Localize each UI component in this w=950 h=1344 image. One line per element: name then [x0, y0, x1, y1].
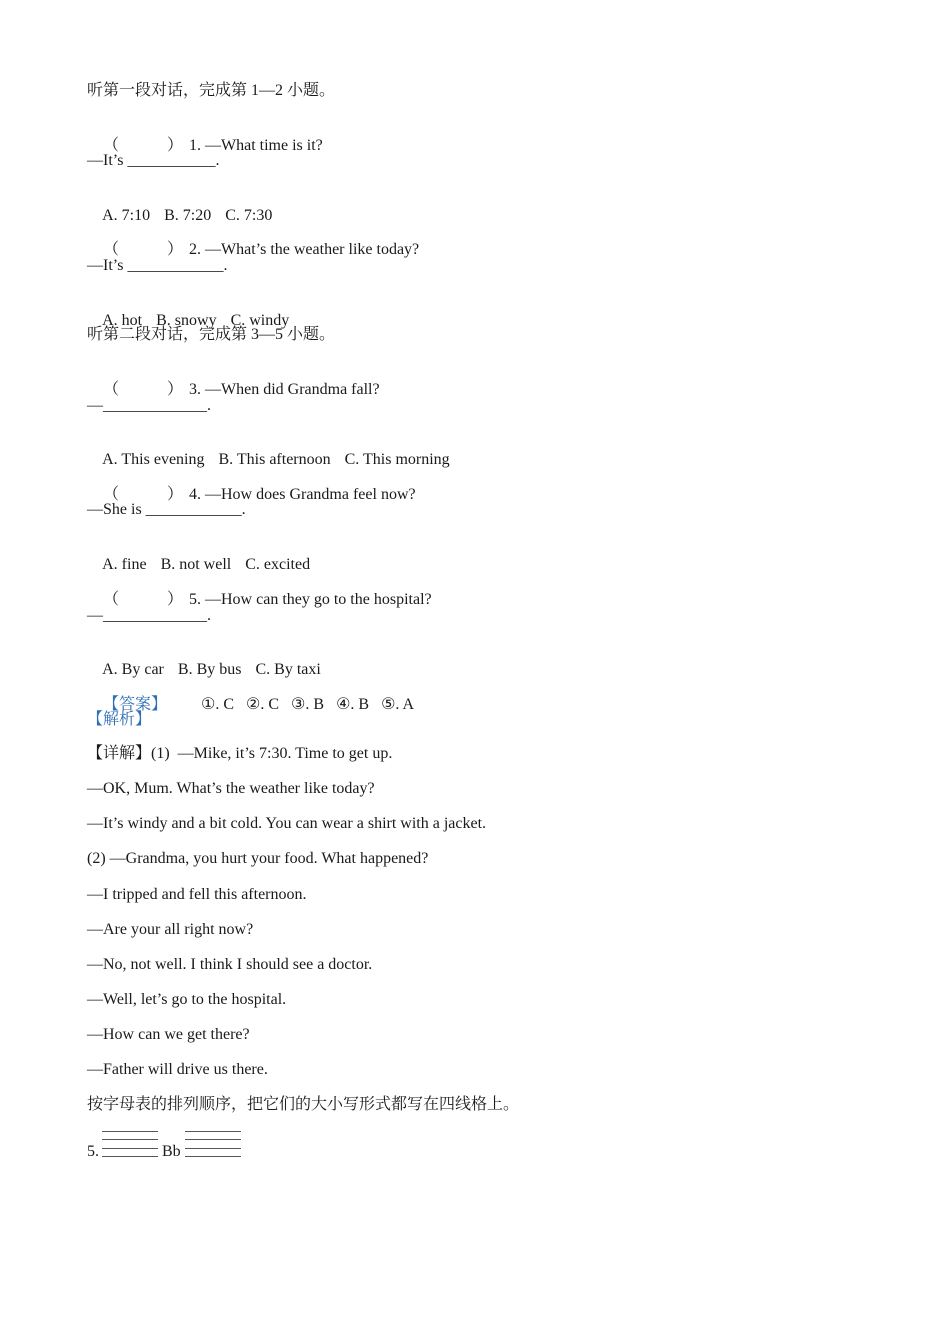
- question-prompt: 5. —How can they go to the hospital?: [189, 591, 432, 608]
- question-prompt: 2. —What’s the weather like today?: [189, 241, 420, 258]
- detail-lead: 【详解】(1) —Mike, it’s 7:30. Time to get up.: [87, 745, 393, 762]
- transcript-line: —How can we get there?: [87, 1026, 250, 1043]
- option-a: A. 7:10: [102, 207, 151, 224]
- writing-instruction: 按字母表的排列顺序，把它们的大小写形式都写在四线格上。: [87, 1096, 520, 1113]
- question-prompt: 4. —How does Grandma feel now?: [189, 486, 416, 503]
- option-a: A. This evening: [102, 451, 205, 468]
- transcript-line: —Well, let’s go to the hospital.: [87, 991, 287, 1008]
- option-b: B. By bus: [177, 661, 242, 678]
- option-a: A. By car: [102, 661, 164, 678]
- question-3-reply: —_____________.: [87, 397, 211, 414]
- answer-label: 【答案】: [103, 696, 168, 713]
- section2-heading: 听第二段对话，完成第 3—5 小题。: [87, 326, 336, 343]
- four-line-grid-right: [185, 1131, 241, 1157]
- answer-paren: （ ）: [103, 241, 184, 258]
- option-a: A. fine: [102, 556, 147, 573]
- option-c: C. By taxi: [255, 661, 321, 678]
- question-4-reply: —She is ____________.: [87, 501, 246, 518]
- answer-paren: （ ）: [103, 486, 184, 503]
- question-2-reply: —It’s ____________.: [87, 257, 228, 274]
- option-a: A. hot: [102, 312, 143, 329]
- four-line-grid-left: [102, 1131, 158, 1157]
- option-c: C. windy: [230, 312, 290, 329]
- section1-heading: 听第一段对话，完成第 1—2 小题。: [87, 82, 336, 99]
- option-c: C. This morning: [344, 451, 450, 468]
- given-letter: Bb: [162, 1143, 181, 1160]
- question-prompt: 3. —When did Grandma fall?: [189, 381, 380, 398]
- writing-number: 5.: [87, 1143, 99, 1160]
- transcript-line: —Father will drive us there.: [87, 1061, 268, 1078]
- answer-paren: （ ）: [103, 137, 184, 154]
- answer-item: ④. B: [336, 696, 370, 713]
- answer-item: ③. B: [291, 696, 325, 713]
- transcript-line: —Are your all right now?: [87, 921, 254, 938]
- answer-item: ⑤. A: [381, 696, 415, 713]
- answer-paren: （ ）: [103, 381, 184, 398]
- question-1-reply: —It’s ___________.: [87, 152, 220, 169]
- transcript-line: —It’s windy and a bit cold. You can wear a shirt with a jacket.: [87, 815, 487, 832]
- transcript-line: —No, not well. I think I should see a doctor.: [87, 956, 373, 973]
- option-c: C. excited: [245, 556, 311, 573]
- question-5-reply: —_____________.: [87, 607, 211, 624]
- option-b: B. not well: [160, 556, 232, 573]
- option-b: B. 7:20: [164, 207, 212, 224]
- transcript-line: (2) —Grandma, you hurt your food. What happened?: [87, 850, 429, 867]
- option-b: B. This afternoon: [218, 451, 331, 468]
- answer-item: ②. C: [246, 696, 280, 713]
- analysis-label: 【解析】: [87, 711, 152, 728]
- answer-paren: （ ）: [103, 591, 184, 608]
- question-prompt: 1. —What time is it?: [189, 137, 323, 154]
- transcript-line: —OK, Mum. What’s the weather like today?: [87, 780, 375, 797]
- option-b: B. snowy: [156, 312, 217, 329]
- answer-item: ①. C: [201, 696, 235, 713]
- transcript-line: —I tripped and fell this afternoon.: [87, 886, 307, 903]
- option-c: C. 7:30: [225, 207, 273, 224]
